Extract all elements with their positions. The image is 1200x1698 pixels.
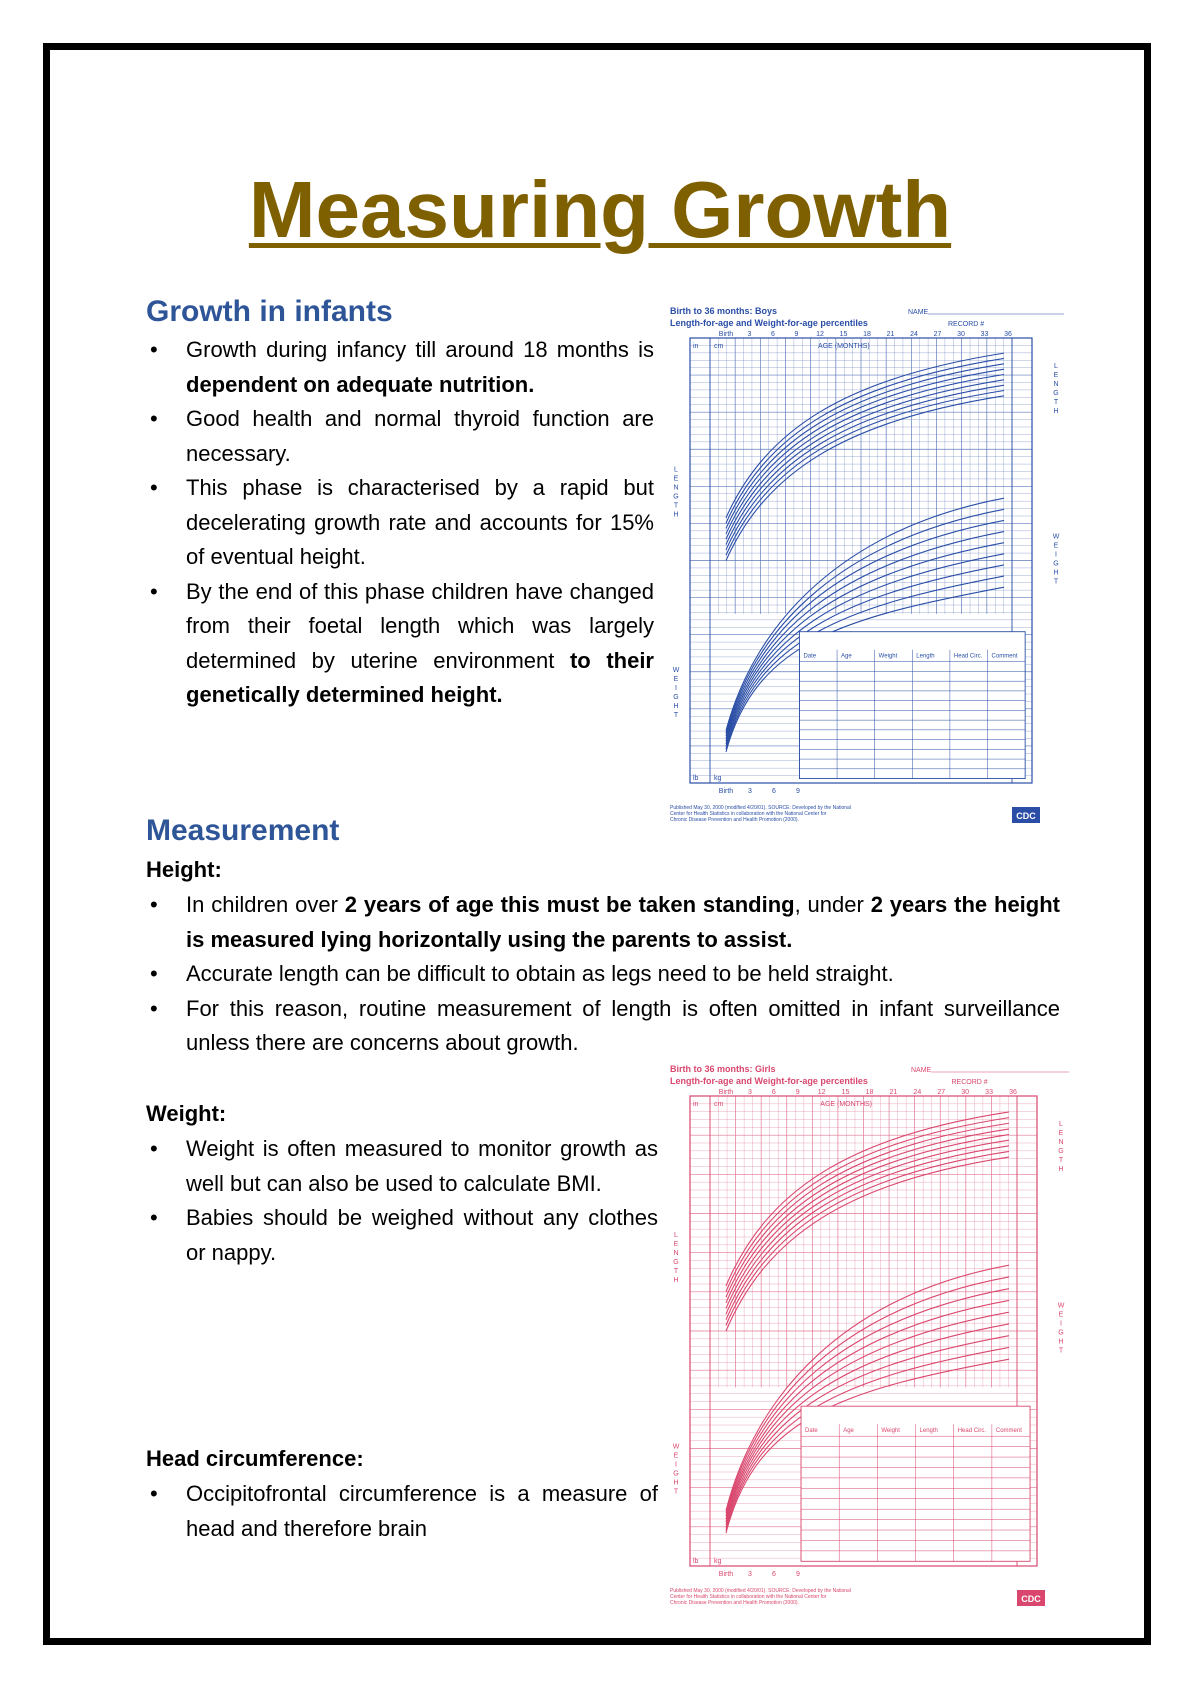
bullet-item — [146, 471, 654, 575]
age-tick-label: 36 — [1004, 331, 1012, 338]
length-word-letter-right: L — [1054, 363, 1058, 370]
age-tick-label: 21 — [889, 1089, 898, 1096]
unit-in-label: in — [693, 1101, 699, 1108]
length-word-letter-right: H — [1053, 408, 1059, 415]
weight-bullet-list — [146, 1132, 658, 1270]
weight-word-letter-left: W — [672, 1443, 680, 1451]
unit-kg-label: kg — [714, 1558, 722, 1565]
age-tick-label: 6 — [771, 1089, 776, 1096]
length-word-letter: L — [674, 466, 678, 474]
text: Occipitofrontal circumference is a measure of head and therefore brain — [186, 1481, 658, 1541]
footer-line: Published May 30, 2000 (modified 4/20/01). SOURCE: Developed by the National — [670, 1588, 851, 1594]
weight-word-letter: E — [1053, 542, 1059, 550]
growth-chart-svg — [668, 302, 1068, 857]
heading-measurement: Measurement — [146, 814, 340, 847]
bullet-item — [146, 402, 654, 471]
age-bottom-label: 9 — [796, 1571, 800, 1578]
length-percentile-curve — [726, 1118, 1009, 1292]
weight-word-letter: G — [1053, 560, 1059, 568]
length-percentile-curve — [726, 353, 1004, 518]
length-percentile-curve — [726, 391, 1004, 556]
age-tick-label: 24 — [910, 331, 918, 338]
chart-title: Birth to 36 months: Girls — [670, 1064, 776, 1074]
text: Accurate length can be difficult to obtain as legs need to be held straight. — [186, 961, 894, 986]
unit-cm-label: cm — [714, 1101, 724, 1108]
label-height: Height: — [146, 857, 222, 882]
table-header-label: Comment — [995, 1428, 1022, 1435]
weight-word-letter: T — [1058, 1347, 1064, 1355]
age-tick-label: 36 — [1009, 1089, 1017, 1096]
age-tick-label: 9 — [795, 1089, 800, 1096]
bullet-item — [146, 1201, 658, 1270]
age-tick-label: 6 — [771, 331, 775, 338]
bullet-item — [146, 992, 1060, 1061]
girls-growth-chart-image — [668, 1060, 1073, 1640]
age-tick-label: 15 — [839, 331, 848, 338]
weight-word-letter: W — [1052, 533, 1060, 541]
bullet-item — [146, 888, 1060, 957]
length-word-letter-right: N — [1053, 381, 1059, 388]
weight-word-letter: G — [1058, 1329, 1064, 1337]
age-bottom-label: Birth — [718, 1571, 734, 1578]
length-word-letter: H — [673, 511, 679, 519]
length-percentile-curve — [726, 1112, 1009, 1286]
table-header-label: Age — [841, 653, 852, 660]
footer-line: Center for Health Statistics in collaboration with the National Center for — [670, 811, 827, 817]
table-header-label: Weight — [878, 653, 898, 660]
length-percentile-curve — [726, 369, 1004, 534]
chart-name-label: NAME — [911, 1067, 932, 1074]
length-word-letter: L — [674, 1232, 678, 1239]
chart-footer — [670, 805, 851, 823]
page-title: Measuring Growth — [248, 165, 952, 254]
length-word-letter: G — [673, 493, 679, 501]
age-bottom-label: 3 — [748, 788, 752, 795]
text: Growth during infancy till around 18 months is — [186, 337, 654, 362]
table-header-label: Date — [803, 653, 817, 660]
table-header-label: Head Circ. — [957, 1428, 987, 1435]
age-bottom-label: 3 — [748, 1571, 752, 1578]
table-header-label: Length — [916, 653, 935, 660]
weight-word-letter-left: W — [672, 666, 680, 674]
age-tick-label: 24 — [913, 1089, 922, 1096]
length-word-letter-right: H — [1058, 1166, 1064, 1173]
weight-word-letter-left: E — [673, 675, 679, 683]
weight-word-letter-left: G — [673, 693, 679, 701]
text: Babies should be weighed without any clothes or nappy. — [186, 1205, 658, 1265]
infant-bullet-list — [146, 333, 654, 713]
length-word-letter: E — [673, 1241, 679, 1248]
age-tick-label: 21 — [886, 331, 895, 338]
footer-line: Chronic Disease Prevention and Health Promotion (2000). — [670, 817, 799, 823]
age-tick-label: 15 — [841, 1089, 850, 1096]
chart-name-label: NAME — [908, 309, 929, 316]
footer-line: Center for Health Statistics in collaboration with the National Center for — [670, 1594, 827, 1600]
age-tick-label: 27 — [933, 331, 942, 338]
length-word-letter-right: G — [1053, 390, 1059, 397]
chart-title: Birth to 36 months: Boys — [670, 306, 778, 316]
bullet-item — [146, 1132, 658, 1201]
cdc-logo-text: CDC — [1016, 811, 1036, 821]
chart-record-label: RECORD # — [951, 1079, 988, 1086]
chart-footer — [670, 1588, 851, 1606]
length-word-letter: H — [673, 1277, 679, 1284]
length-percentile-curve — [726, 385, 1004, 550]
length-word-letter-right: T — [1053, 399, 1059, 406]
chart-record-label: RECORD # — [948, 321, 985, 328]
weight-word-letter: T — [1053, 578, 1059, 586]
age-tick-label: Birth — [718, 1089, 734, 1096]
table-header-label: Length — [919, 1428, 938, 1435]
weight-word-letter-left: I — [675, 684, 677, 692]
age-tick-label: 12 — [816, 331, 824, 338]
length-word-letter: T — [673, 1268, 679, 1275]
length-word-letter-right: L — [1059, 1121, 1063, 1128]
table-header-label: Head Circ. — [953, 653, 983, 660]
boys-growth-chart-image — [668, 302, 1068, 857]
unit-lb-label: lb — [693, 1558, 699, 1565]
bullet-item — [146, 1477, 658, 1546]
bold-text: 2 years the height is measured lying horizontally using the parents to assist. — [186, 892, 1060, 952]
age-bottom-label: 6 — [772, 788, 776, 795]
age-tick-label: 33 — [980, 331, 989, 338]
height-bullet-list — [146, 888, 1060, 1061]
weight-word-letter-left: T — [673, 1488, 679, 1496]
text: For this reason, routine measurement of length is often omitted in infant surveillance unless there are concerns about growth. — [186, 995, 1060, 1055]
weight-word-letter-left: H — [673, 702, 679, 710]
text: This phase is characterised by a rapid but decelerating growth rate and accounts for 15% of eventual height. — [186, 475, 654, 569]
length-word-letter-right: T — [1058, 1157, 1064, 1164]
weight-word-letter: I — [1055, 551, 1057, 559]
weight-word-letter-left: T — [673, 711, 679, 719]
length-word-letter-right: E — [1053, 372, 1059, 379]
unit-kg-label: kg — [714, 775, 722, 782]
cdc-logo-text: CDC — [1021, 1594, 1041, 1604]
unit-cm-label: cm — [714, 343, 724, 350]
length-word-letter: N — [673, 1250, 679, 1257]
weight-word-letter-left: G — [673, 1470, 679, 1478]
length-percentile-curve — [726, 396, 1004, 561]
age-tick-label: 27 — [937, 1089, 946, 1096]
length-word-letter-right: E — [1058, 1130, 1064, 1137]
age-tick-label: 30 — [961, 1089, 970, 1096]
age-bottom-label: 9 — [796, 788, 800, 795]
unit-lb-label: lb — [693, 775, 699, 782]
weight-word-letter: H — [1058, 1338, 1064, 1346]
length-word-letter-right: N — [1058, 1139, 1064, 1146]
bullet-item — [146, 333, 654, 402]
length-word-letter: N — [673, 484, 679, 492]
footer-line: Chronic Disease Prevention and Health Promotion (2000). — [670, 1600, 799, 1606]
bold-text: dependent on adequate nutrition. — [186, 371, 535, 397]
weight-word-letter-left: I — [675, 1461, 677, 1469]
age-header-label: AGE (MONTHS) — [818, 343, 870, 350]
table-header-label: Comment — [991, 653, 1018, 660]
length-percentile-curve — [726, 364, 1004, 529]
age-tick-label: 30 — [957, 331, 965, 338]
length-word-letter: G — [673, 1259, 679, 1266]
text: , under — [794, 892, 871, 917]
weight-word-letter-left: H — [673, 1479, 679, 1487]
age-tick-label: 3 — [747, 331, 752, 338]
length-percentile-curve — [726, 380, 1004, 545]
chart-subtitle: Length-for-age and Weight-for-age percentiles — [670, 318, 868, 328]
age-tick-label: 12 — [817, 1089, 826, 1096]
label-weight: Weight: — [146, 1101, 227, 1126]
length-word-letter: E — [673, 475, 679, 483]
age-bottom-label: Birth — [718, 788, 734, 795]
text: In children over — [186, 892, 345, 917]
growth-chart-svg — [668, 1060, 1073, 1640]
head-bullet-list — [146, 1477, 658, 1546]
age-tick-label: 9 — [794, 331, 799, 338]
heading-growth-in-infants: Growth in infants — [146, 295, 393, 328]
age-bottom-label: 6 — [772, 1571, 776, 1578]
weight-word-letter: H — [1053, 569, 1059, 577]
bold-text: to their genetically determined height. — [186, 647, 654, 707]
text: Good health and normal thyroid function are necessary. — [186, 406, 654, 466]
age-header-label: AGE (MONTHS) — [820, 1101, 873, 1108]
length-word-letter: T — [673, 502, 679, 510]
weight-word-letter: E — [1058, 1311, 1064, 1319]
age-tick-label: 33 — [985, 1089, 993, 1096]
text: By the end of this phase children have changed from their foetal length which was largely determined by uterine environment — [186, 578, 654, 673]
bullet-item — [146, 575, 654, 713]
weight-word-letter-left: E — [673, 1452, 679, 1460]
footer-line: Published May 30, 2000 (modified 4/20/01). SOURCE: Developed by the National — [670, 805, 851, 811]
chart-subtitle: Length-for-age and Weight-for-age percentiles — [670, 1076, 868, 1086]
weight-word-letter: W — [1057, 1302, 1065, 1310]
table-header-label: Weight — [881, 1428, 900, 1435]
bullet-item — [146, 957, 1060, 992]
length-percentile-curve — [726, 358, 1004, 523]
age-tick-label: 3 — [747, 1089, 752, 1096]
age-tick-label: Birth — [718, 331, 734, 338]
table-header-label: Date — [805, 1428, 818, 1435]
label-head-circumference: Head circumference: — [146, 1446, 364, 1471]
age-tick-label: 18 — [863, 331, 871, 338]
text: Weight is often measured to monitor growth as well but can also be used to calculate BMI. — [186, 1136, 658, 1196]
unit-in-label: in — [693, 343, 699, 350]
weight-word-letter: I — [1060, 1320, 1062, 1328]
table-header-label: Age — [843, 1428, 854, 1435]
length-word-letter-right: G — [1058, 1148, 1064, 1155]
bold-text: 2 years of age this must be taken standing — [344, 892, 795, 917]
age-tick-label: 18 — [865, 1089, 874, 1096]
